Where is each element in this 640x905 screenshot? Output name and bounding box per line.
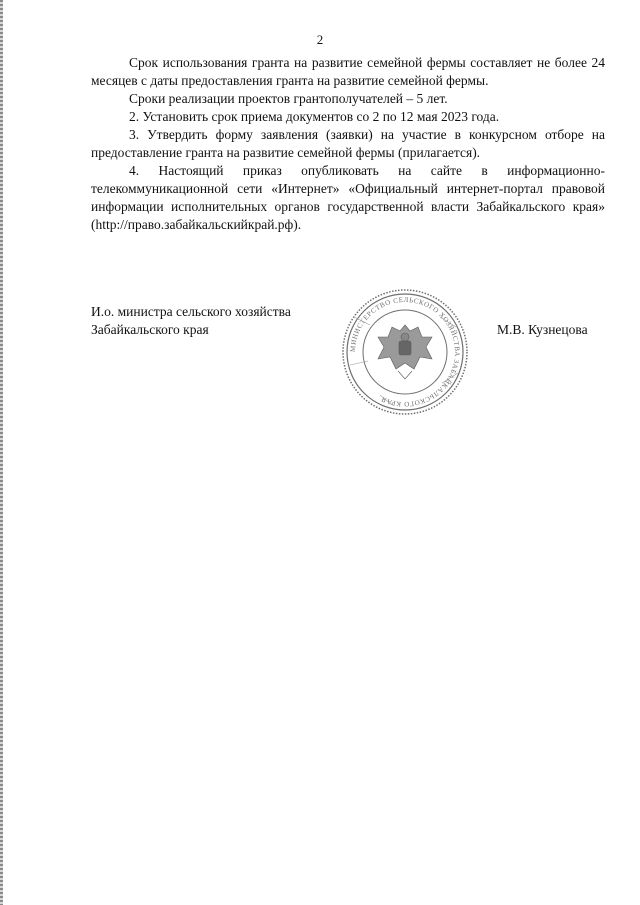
document-body [91, 54, 605, 234]
page-number: 2 [316, 32, 324, 47]
paragraph-grant-term: Срок использования гранта на развитие семейной фермы составляет не более 24 месяцев с даты предоставления гранта на развитие семейной фермы. [91, 55, 605, 88]
seal-ring-text: МИНИСТЕРСТВО СЕЛЬСКОГО ХОЗЯЙСТВА ЗАБАЙКАЛЬСКОГО КРАЯ [348, 295, 462, 409]
scan-edge-artifact [0, 0, 3, 905]
paragraph-project-term: Сроки реализации проектов грантополучателей – 5 лет. [129, 91, 448, 106]
official-seal [340, 287, 470, 417]
paragraph-item-4: 4. Настоящий приказ опубликовать на сайте в информационно-телекоммуникационной сети «Интернет» «Официальный интернет-портал правовой информации исполнительных органов государственной власти Забайкальского края» (http://право.забайкальскийкрай.рф). [91, 163, 605, 232]
paragraph-item-3: 3. Утвердить форму заявления (заявки) на участие в конкурсном отборе на предоставление гранта на развитие семейной фермы (прилагается). [91, 127, 605, 160]
paragraph-item-2: 2. Установить срок приема документов со 2 по 12 мая 2023 года. [129, 109, 500, 124]
signatory-name: М.В. Кузнецова [497, 322, 588, 337]
signatory-title-line2: Забайкальского края [91, 322, 209, 337]
signatory-title-line1: И.о. министра сельского хозяйства [91, 304, 291, 319]
coat-of-arms-icon [378, 325, 432, 379]
